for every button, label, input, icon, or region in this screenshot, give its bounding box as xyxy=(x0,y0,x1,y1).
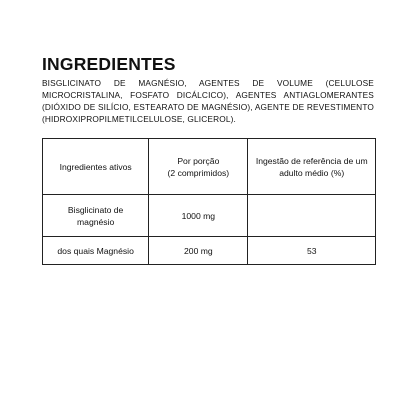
ingredients-list: BISGLICINATO DE MAGNÉSIO, AGENTES DE VOLUME (CELULOSE MICROCRISTALINA, FOSFATO DICÁLCICO), AGENTES ANTIAGLOMERANTES (DIÓXIDO DE SILÍCIO, ESTEARATO DE MAGNÉSIO), AGENTE DE REVESTIMENTO (HIDROXIPROPILMETILCELULOSE, GLICEROL). xyxy=(42,78,374,124)
cell-ingredient-name: dos quais Magnésio xyxy=(43,237,149,265)
cell-per-serving: 200 mg xyxy=(149,237,248,265)
table-header-row xyxy=(43,139,376,195)
cell-reference-intake: 53 xyxy=(248,237,376,265)
header-reference-intake: Ingestão de referência de um adulto médio (%) xyxy=(248,139,376,195)
header-per-serving-text: Por porção (2 comprimidos) xyxy=(167,155,230,178)
table-row xyxy=(43,195,376,237)
cell-reference-intake xyxy=(248,195,376,237)
cell-per-serving: 1000 mg xyxy=(149,195,248,237)
header-active-ingredients: Ingredientes ativos xyxy=(43,139,149,195)
cell-ingredient-name: Bisglicinato de magnésio xyxy=(43,195,149,237)
header-per-serving xyxy=(149,139,248,195)
ingredients-heading: INGREDIENTES xyxy=(42,54,176,74)
table-row xyxy=(43,237,376,265)
nutrition-table xyxy=(42,138,376,265)
